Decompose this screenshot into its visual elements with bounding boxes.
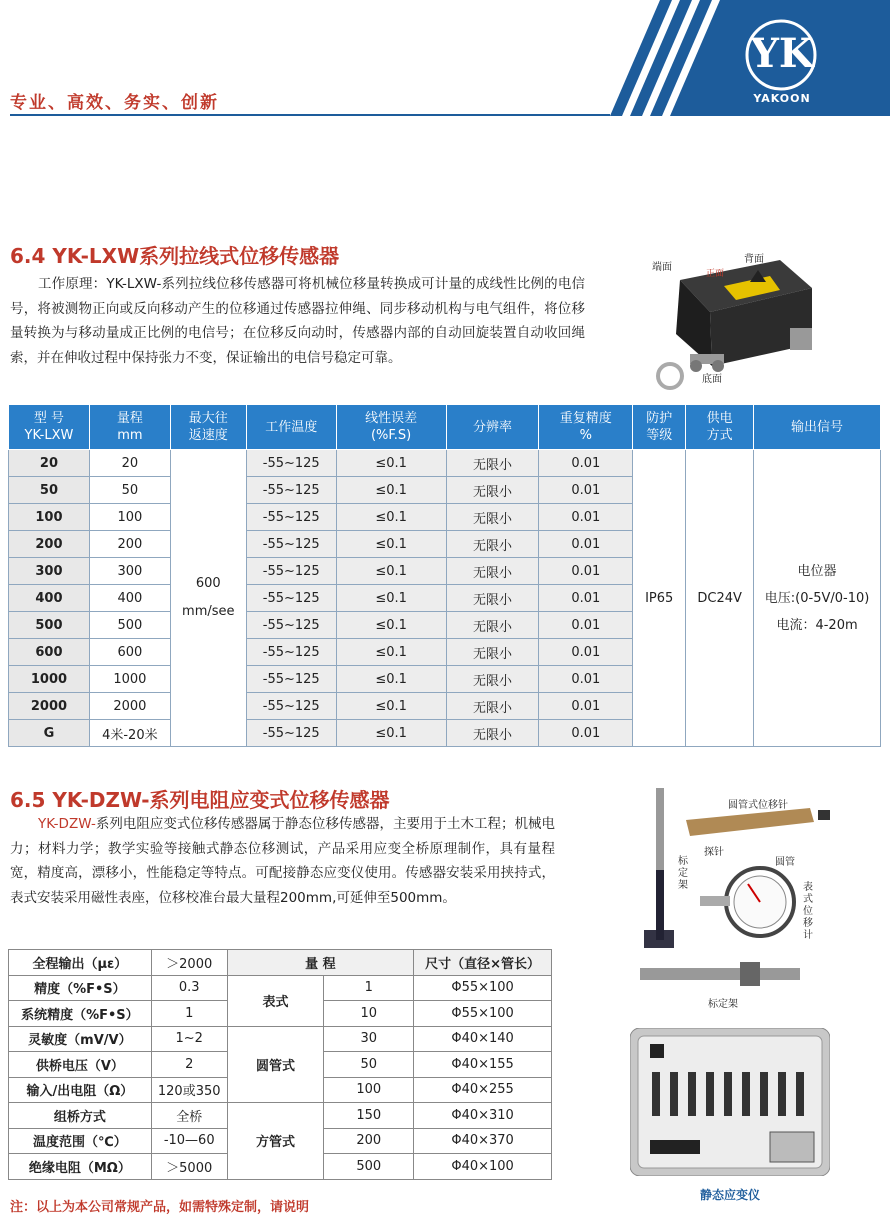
label-round-tube-pin: 圆管式位移针 (728, 800, 788, 811)
col-protection: 防护 等级 (633, 405, 686, 450)
section1-title: 6.4 YK-LXW系列拉线式位移传感器 (10, 244, 340, 268)
cell-range: 1000 (89, 666, 170, 693)
cell-linear: ≤0.1 (336, 504, 446, 531)
cell-temp: -55~125 (246, 639, 336, 666)
cell-resolution: 无限小 (446, 693, 539, 720)
table-row (9, 1103, 552, 1129)
cell-range: 100 (89, 504, 170, 531)
cell-range: 200 (324, 1128, 414, 1154)
cell-type: 方管式 (227, 1103, 324, 1180)
cell-temp: -55~125 (246, 504, 336, 531)
cell-range: 30 (324, 1026, 414, 1052)
cell-resolution: 无限小 (446, 612, 539, 639)
table-row (9, 975, 552, 1001)
range-header: 量 程 (227, 950, 414, 976)
cell-linear: ≤0.1 (336, 531, 446, 558)
cell-param-label: 全程输出（με） (9, 950, 152, 976)
cell-param-label: 供桥电压（V） (9, 1052, 152, 1078)
cell-temp: -55~125 (246, 450, 336, 477)
brand-logo: YK (750, 30, 814, 77)
cell-resolution: 无限小 (446, 585, 539, 612)
cell-range: 500 (324, 1154, 414, 1180)
cell-protection: IP65 (633, 450, 686, 747)
cell-temp: -55~125 (246, 531, 336, 558)
cell-temp: -55~125 (246, 558, 336, 585)
static-strain-instrument-photo (630, 1028, 830, 1176)
cell-linear: ≤0.1 (336, 558, 446, 585)
label-calib-stand: 标定架 (708, 999, 738, 1010)
cell-param-label: 灵敏度（mV/V） (9, 1026, 152, 1052)
cell-model: 500 (9, 612, 90, 639)
cell-param-value: 全桥 (151, 1103, 227, 1129)
cell-power: DC24V (686, 450, 754, 747)
cell-param-label: 绝缘电阻（MΩ） (9, 1154, 152, 1180)
cell-temp: -55~125 (246, 612, 336, 639)
cell-range: 4米-20米 (89, 720, 170, 747)
table-row (9, 1026, 552, 1052)
cell-size: Φ40×370 (414, 1128, 552, 1154)
cell-size: Φ55×100 (414, 1001, 552, 1027)
brand-name: YAKOON (753, 92, 811, 105)
cell-repeat: 0.01 (539, 450, 633, 477)
cell-param-label: 温度范围（℃） (9, 1128, 152, 1154)
dzw-spec-table (8, 949, 552, 1180)
table-row (9, 450, 881, 477)
label-side: 端面 (652, 262, 672, 273)
label-front: 正面 (706, 269, 725, 279)
cell-repeat: 0.01 (539, 666, 633, 693)
cell-range: 100 (324, 1077, 414, 1103)
cell-range: 2000 (89, 693, 170, 720)
col-output: 输出信号 (754, 405, 881, 450)
cell-param-value: ＞5000 (151, 1154, 227, 1180)
label-probe: 探针 (704, 847, 724, 858)
cell-resolution: 无限小 (446, 720, 539, 747)
cell-param-value: ＞2000 (151, 950, 227, 976)
cell-linear: ≤0.1 (336, 450, 446, 477)
section2-paragraph (10, 812, 555, 910)
cell-size: Φ40×100 (414, 1154, 552, 1180)
cell-resolution: 无限小 (446, 477, 539, 504)
label-dial-gauge: 表式位移计 (803, 882, 813, 941)
cell-resolution: 无限小 (446, 558, 539, 585)
cell-repeat: 0.01 (539, 558, 633, 585)
cell-model: 100 (9, 504, 90, 531)
cell-range: 50 (324, 1052, 414, 1078)
cell-model: 400 (9, 585, 90, 612)
cell-range: 300 (89, 558, 170, 585)
table1-header-row (9, 405, 881, 450)
cell-model: 20 (9, 450, 90, 477)
cell-size: Φ40×255 (414, 1077, 552, 1103)
cell-param-value: 2 (151, 1052, 227, 1078)
cell-model: 200 (9, 531, 90, 558)
cell-temp: -55~125 (246, 477, 336, 504)
cell-temp: -55~125 (246, 666, 336, 693)
cell-param-value: 1~2 (151, 1026, 227, 1052)
cell-repeat: 0.01 (539, 531, 633, 558)
cell-size: Φ40×310 (414, 1103, 552, 1129)
label-calib-stand-vertical: 标定架 (678, 856, 688, 891)
cell-resolution: 无限小 (446, 450, 539, 477)
cell-model: 2000 (9, 693, 90, 720)
footer-note: 注：以上为本公司常规产品，如需特殊定制，请说明 (10, 1200, 310, 1215)
col-repeat: 重复精度 % (539, 405, 633, 450)
cell-repeat: 0.01 (539, 585, 633, 612)
cell-resolution: 无限小 (446, 666, 539, 693)
cell-param-label: 输入/出电阻（Ω） (9, 1077, 152, 1103)
col-range: 量程 mm (89, 405, 170, 450)
cell-repeat: 0.01 (539, 612, 633, 639)
cell-range: 10 (324, 1001, 414, 1027)
cell-range: 200 (89, 531, 170, 558)
cell-model: 50 (9, 477, 90, 504)
cell-model: G (9, 720, 90, 747)
cell-range: 50 (89, 477, 170, 504)
cell-range: 500 (89, 612, 170, 639)
cell-repeat: 0.01 (539, 639, 633, 666)
cell-temp: -55~125 (246, 720, 336, 747)
cell-param-value: -10—60 (151, 1128, 227, 1154)
cell-model: 1000 (9, 666, 90, 693)
col-speed: 最大往 返速度 (170, 405, 246, 450)
cell-output: 电位器 电压:(0-5V/0-10) 电流：4-20m (754, 450, 881, 747)
col-model: 型 号 YK-LXW (9, 405, 90, 450)
cell-model: 600 (9, 639, 90, 666)
cell-param-value: 120或350 (151, 1077, 227, 1103)
cell-type: 表式 (227, 975, 324, 1026)
cell-linear: ≤0.1 (336, 585, 446, 612)
col-linear: 线性误差 (%F.S) (336, 405, 446, 450)
cell-param-label: 系统精度（%F•S） (9, 1001, 152, 1027)
cell-range: 150 (324, 1103, 414, 1129)
cell-size: Φ40×155 (414, 1052, 552, 1078)
size-header: 尺寸（直径×管长） (414, 950, 552, 976)
displacement-sensor-photos (630, 780, 880, 1010)
cell-param-value: 1 (151, 1001, 227, 1027)
section2-paragraph-text: 系列电阻应变式位移传感器属于静态位移传感器，主要用于土木工程；机械电力；材料力学；教学实验等接触式静态位移测试，产品采用应变全桥原理制作，具有量程宽，精度高，漂移小，性能稳定等特点。可配接静态应变仪使用。传感器安装采用挟持式，表式安装采用磁性表座，位移校准台最大量程200mm,可延伸至500mm。 (10, 816, 555, 906)
col-resolution: 分辨率 (446, 405, 539, 450)
lxw-spec-table (8, 404, 881, 747)
table-row (9, 950, 552, 976)
cell-param-value: 0.3 (151, 975, 227, 1001)
section2-title: 6.5 YK-DZW-系列电阻应变式位移传感器 (10, 788, 390, 812)
cell-linear: ≤0.1 (336, 720, 446, 747)
cell-linear: ≤0.1 (336, 666, 446, 693)
cell-param-label: 组桥方式 (9, 1103, 152, 1129)
label-round-tube: 圆管 (775, 857, 795, 868)
cell-range: 400 (89, 585, 170, 612)
cell-repeat: 0.01 (539, 693, 633, 720)
section2-highlight: YK-DZW- (38, 816, 96, 832)
cell-param-label: 精度（%F•S） (9, 975, 152, 1001)
cell-range: 1 (324, 975, 414, 1001)
cell-size: Φ40×140 (414, 1026, 552, 1052)
cell-speed: 600 mm/see (170, 450, 246, 747)
cell-linear: ≤0.1 (336, 612, 446, 639)
col-power: 供电 方式 (686, 405, 754, 450)
cell-repeat: 0.01 (539, 504, 633, 531)
cell-range: 20 (89, 450, 170, 477)
cell-resolution: 无限小 (446, 639, 539, 666)
cell-range: 600 (89, 639, 170, 666)
section1-paragraph: 工作原理：YK-LXW-系列拉线位移传感器可将机械位移量转换成可计量的成线性比例的电信号，将被测物正向或反向移动产生的位移通过传感器拉伸绳、同步移动机构与电气组件，将位移量转换为与移动量成正比例的电信号；在位移反向动时，传感器内部的自动回旋装置自动收回绳索，并在伸收过程中保持张力不变，保证输出的电信号稳定可靠。 (10, 276, 585, 366)
cell-resolution: 无限小 (446, 504, 539, 531)
cell-linear: ≤0.1 (336, 639, 446, 666)
cell-repeat: 0.01 (539, 720, 633, 747)
cell-resolution: 无限小 (446, 531, 539, 558)
label-bottom: 底面 (702, 374, 722, 385)
cell-temp: -55~125 (246, 585, 336, 612)
cell-size: Φ55×100 (414, 975, 552, 1001)
header-divider (10, 114, 610, 116)
cell-repeat: 0.01 (539, 477, 633, 504)
cell-type: 圆管式 (227, 1026, 324, 1103)
label-back: 背面 (744, 254, 764, 265)
cell-linear: ≤0.1 (336, 477, 446, 504)
cell-linear: ≤0.1 (336, 693, 446, 720)
slogan: 专业、高效、务实、创新 (10, 93, 219, 113)
cell-temp: -55~125 (246, 693, 336, 720)
col-temp: 工作温度 (246, 405, 336, 450)
label-instrument: 静态应变仪 (700, 1188, 761, 1202)
cell-model: 300 (9, 558, 90, 585)
